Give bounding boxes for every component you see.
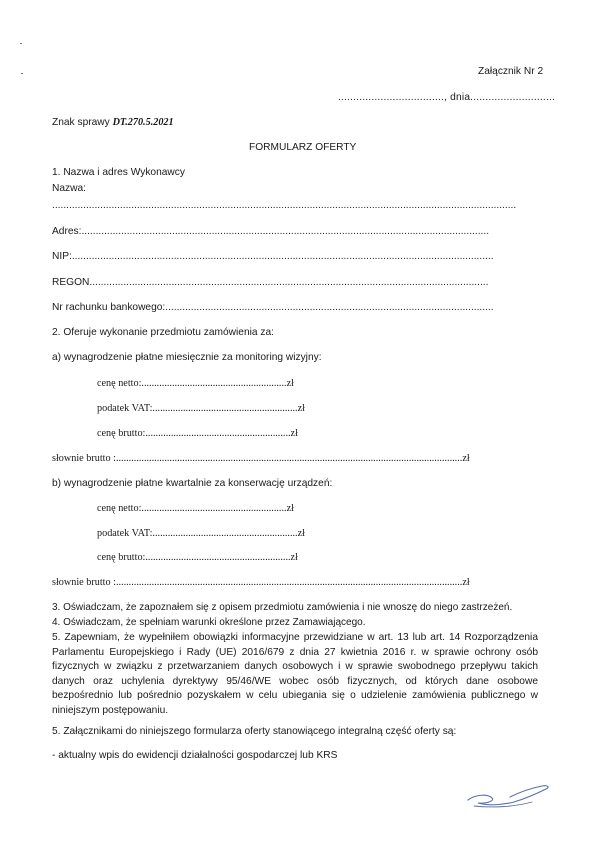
quarterly-gross-in-words-field[interactable]: słownie brutto :........................................................................................................................................zł bbox=[52, 577, 470, 588]
quarterly-vat-field[interactable]: podatek VAT:.........................................................zł bbox=[97, 528, 305, 539]
monthly-fee-heading: a) wynagrodzenie płatne miesięcznie za monitoring wizyjny: bbox=[52, 352, 322, 363]
attachment-number: Załącznik Nr 2 bbox=[478, 66, 544, 77]
quarterly-fee-heading: b) wynagrodzenie płatne kwartalnie za konserwację urządzeń: bbox=[52, 478, 333, 489]
offer-intro: 2. Oferuje wykonanie przedmiotu zamówienia za: bbox=[52, 327, 274, 338]
case-reference bbox=[52, 117, 174, 129]
monthly-net-price-field[interactable]: cenę netto:.........................................................zł bbox=[97, 378, 294, 389]
declaration-4: 4. Oświadczam, że spełniam warunki określone przez Zamawiającego. bbox=[52, 617, 366, 628]
declaration-5-attachments-heading: 5. Załącznikami do niniejszego formularza oferty stanowiącego integralną część oferty są: bbox=[52, 726, 457, 737]
case-reference-value: DT.270.5.2021 bbox=[112, 117, 174, 128]
scan-mark bbox=[21, 73, 23, 74]
monthly-gross-in-words-field[interactable]: słownie brutto :........................................................................................................................................zł bbox=[52, 453, 470, 464]
contractor-nip-field[interactable]: NIP:..................................................................................................................................................... bbox=[52, 251, 494, 262]
handwritten-signature bbox=[462, 780, 552, 814]
form-title: FORMULARZ OFERTY bbox=[249, 142, 357, 153]
attachment-list-item: - aktualny wpis do ewidencji działalności gospodarczej lub KRS bbox=[52, 750, 338, 761]
quarterly-net-price-field[interactable]: cenę netto:.........................................................zł bbox=[97, 503, 294, 514]
monthly-vat-field[interactable]: podatek VAT:.........................................................zł bbox=[97, 403, 305, 414]
contractor-regon-field[interactable]: REGON............................................................................................................................................. bbox=[52, 277, 489, 288]
contractor-heading: 1. Nazwa i adres Wykonawcy bbox=[52, 167, 185, 178]
case-reference-label: Znak sprawy bbox=[52, 117, 113, 128]
declaration-3: 3. Oświadczam, że zapoznałem się z opisem przedmiotu zamówienia i nie wnoszę do niego zastrzeżeń. bbox=[52, 602, 513, 613]
scan-mark bbox=[20, 43, 22, 44]
contractor-name-field[interactable]: .................................................................................................................................................................... bbox=[52, 200, 517, 211]
contractor-address-field[interactable]: Adres:................................................................................................................................................ bbox=[52, 226, 490, 237]
declaration-5-gdpr: 5. Zapewniam, że wypełniłem obowiązki informacyjne przewidziane w art. 13 lub art. 14 Rozporządzenia Parlamentu Europejskiego i Rady (UE) 2016/679 z dnia 27 kwietnia 2016 r. w sprawie ochrony osób fizycznych w związku z przetwarzaniem danych osobowych i w sprawie swobodnego przepływu takich danych oraz uchylenia dyrektywy 95/46/WE wobec osób fizycznych, od których dane osobowe bezpośrednio lub pośrednio pozyskałem w celu ubiegania się o udzielenie zamówienia publicznego w niniejszym postępowaniu. bbox=[52, 632, 538, 716]
quarterly-gross-price-field[interactable]: cenę brutto:.........................................................zł bbox=[97, 552, 298, 563]
monthly-gross-price-field[interactable]: cenę brutto:.........................................................zł bbox=[97, 428, 298, 439]
date-line[interactable]: ..................................., dnia............................ bbox=[338, 92, 556, 103]
contractor-bank-account-field[interactable]: Nr rachunku bankowego:.................................................................................................................... bbox=[52, 302, 494, 313]
contractor-name-label: Nazwa: bbox=[52, 183, 86, 194]
